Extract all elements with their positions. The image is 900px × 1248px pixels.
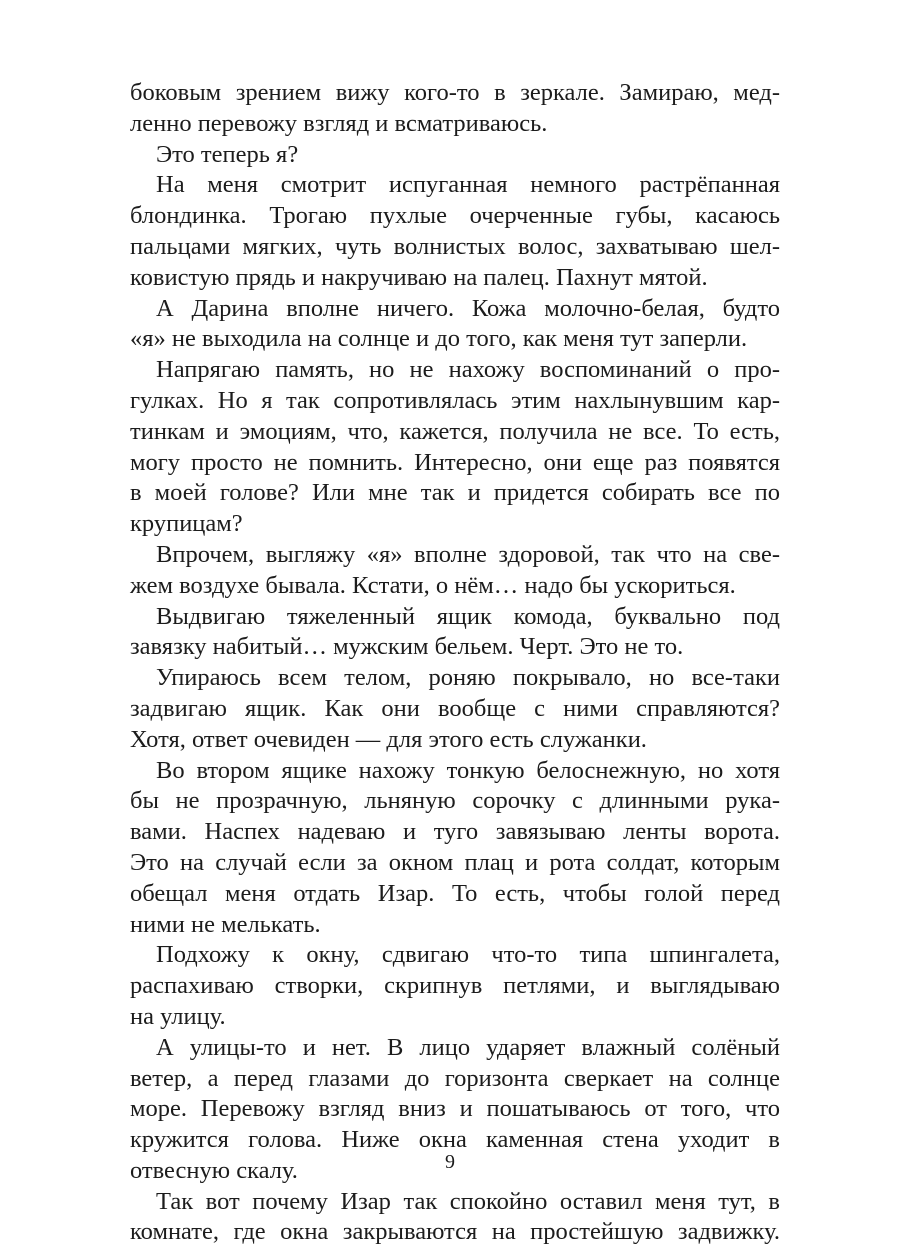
paragraph <box>130 602 780 664</box>
text-line: пальцами мягких, чуть волнистых волос, захватываю шел- <box>130 232 780 260</box>
text-line: Упираюсь всем телом, роняю покрывало, но все-таки <box>156 664 780 692</box>
text-line: Так вот почему Изар так спокойно оставил меня тут, в <box>156 1187 780 1215</box>
text-line: комнате, где окна закрываются на простейшую задвижку. <box>130 1218 780 1246</box>
text-line: блондинка. Трогаю пухлые очерченные губы, касаюсь <box>130 202 780 230</box>
paragraph <box>130 294 780 356</box>
text-line: «я» не выходила на солнце и до того, как меня тут заперли. <box>130 325 748 353</box>
text-line: задвигаю ящик. Как они вообще с ними справляются? <box>130 694 780 722</box>
paragraph <box>130 540 780 602</box>
text-line: могу просто не помнить. Интересно, они еще раз появятся <box>130 448 780 476</box>
text-line: кружится голова. Ниже окна каменная стена уходит в <box>130 1126 780 1154</box>
text-line: обещал меня отдать Изар. То есть, чтобы голой перед <box>130 879 780 907</box>
text-line: боковым зрением вижу кого-то в зеркале. Замираю, мед- <box>130 79 780 106</box>
text-line: распахиваю створки, скрипнув петлями, и выглядываю <box>130 972 780 1000</box>
text-line: Хотя, ответ очевиден — для этого есть служанки. <box>130 725 647 753</box>
text-line: ветер, а перед глазами до горизонта сверкает на солнце <box>130 1064 780 1092</box>
paragraph <box>130 663 780 755</box>
text-line: ними не мелькать. <box>130 910 321 938</box>
text-line: А Дарина вполне ничего. Кожа молочно-белая, будто <box>156 294 780 322</box>
text-line: тинкам и эмоциям, что, кажется, получила не все. То есть, <box>130 417 780 445</box>
paragraph <box>130 940 780 1032</box>
text-line: жем воздухе бывала. Кстати, о нём… надо бы ускориться. <box>130 571 736 599</box>
paragraph <box>130 170 780 293</box>
text-line: Выдвигаю тяжеленный ящик комода, буквально под <box>156 602 780 630</box>
text-line: вами. Наспех надеваю и туго завязываю ленты ворота. <box>130 818 780 846</box>
paragraph <box>130 355 780 540</box>
text-line: Напрягаю память, но не нахожу воспоминаний о про- <box>156 356 780 384</box>
text-line: завязку набитый… мужским бельем. Черт. Это не то. <box>130 633 684 661</box>
text-line: ленно перевожу взгляд и всматриваюсь. <box>130 109 548 137</box>
page-number: 9 <box>445 1151 455 1173</box>
paragraph <box>130 756 780 941</box>
text-line: Это на случай если за окном плац и рота солдат, которым <box>130 848 780 876</box>
text-line: Подхожу к окну, сдвигаю что-то типа шпингалета, <box>156 941 780 969</box>
text-line: ковистую прядь и накручиваю на палец. Пахнут мятой. <box>130 263 708 291</box>
text-line: гулках. Но я так сопротивлялась этим нахлынувшим кар- <box>130 386 780 414</box>
paragraph <box>130 78 780 140</box>
text-line: Это теперь я? <box>156 140 299 168</box>
text-line: Впрочем, выгляжу «я» вполне здоровой, так что на све- <box>156 540 780 568</box>
paragraph <box>130 1187 780 1248</box>
text-line: бы не прозрачную, льняную сорочку с длинными рука- <box>130 787 780 815</box>
text-line: А улицы-то и нет. В лицо ударяет влажный солёный <box>156 1033 780 1061</box>
text-line: Во втором ящике нахожу тонкую белоснежную, но хотя <box>156 756 780 784</box>
text-line: крупицам? <box>130 510 243 538</box>
text-line: в моей голове? Или мне так и придется собирать все по <box>130 479 780 507</box>
text-line: На меня смотрит испуганная немного растрёпанная <box>156 171 780 199</box>
text-line: на улицу. <box>130 1002 226 1030</box>
text-line: отвесную скалу. <box>130 1156 298 1184</box>
book-page-text <box>130 78 780 1248</box>
paragraph <box>130 140 780 171</box>
text-line: море. Перевожу взгляд вниз и пошатываюсь от того, что <box>130 1095 780 1123</box>
